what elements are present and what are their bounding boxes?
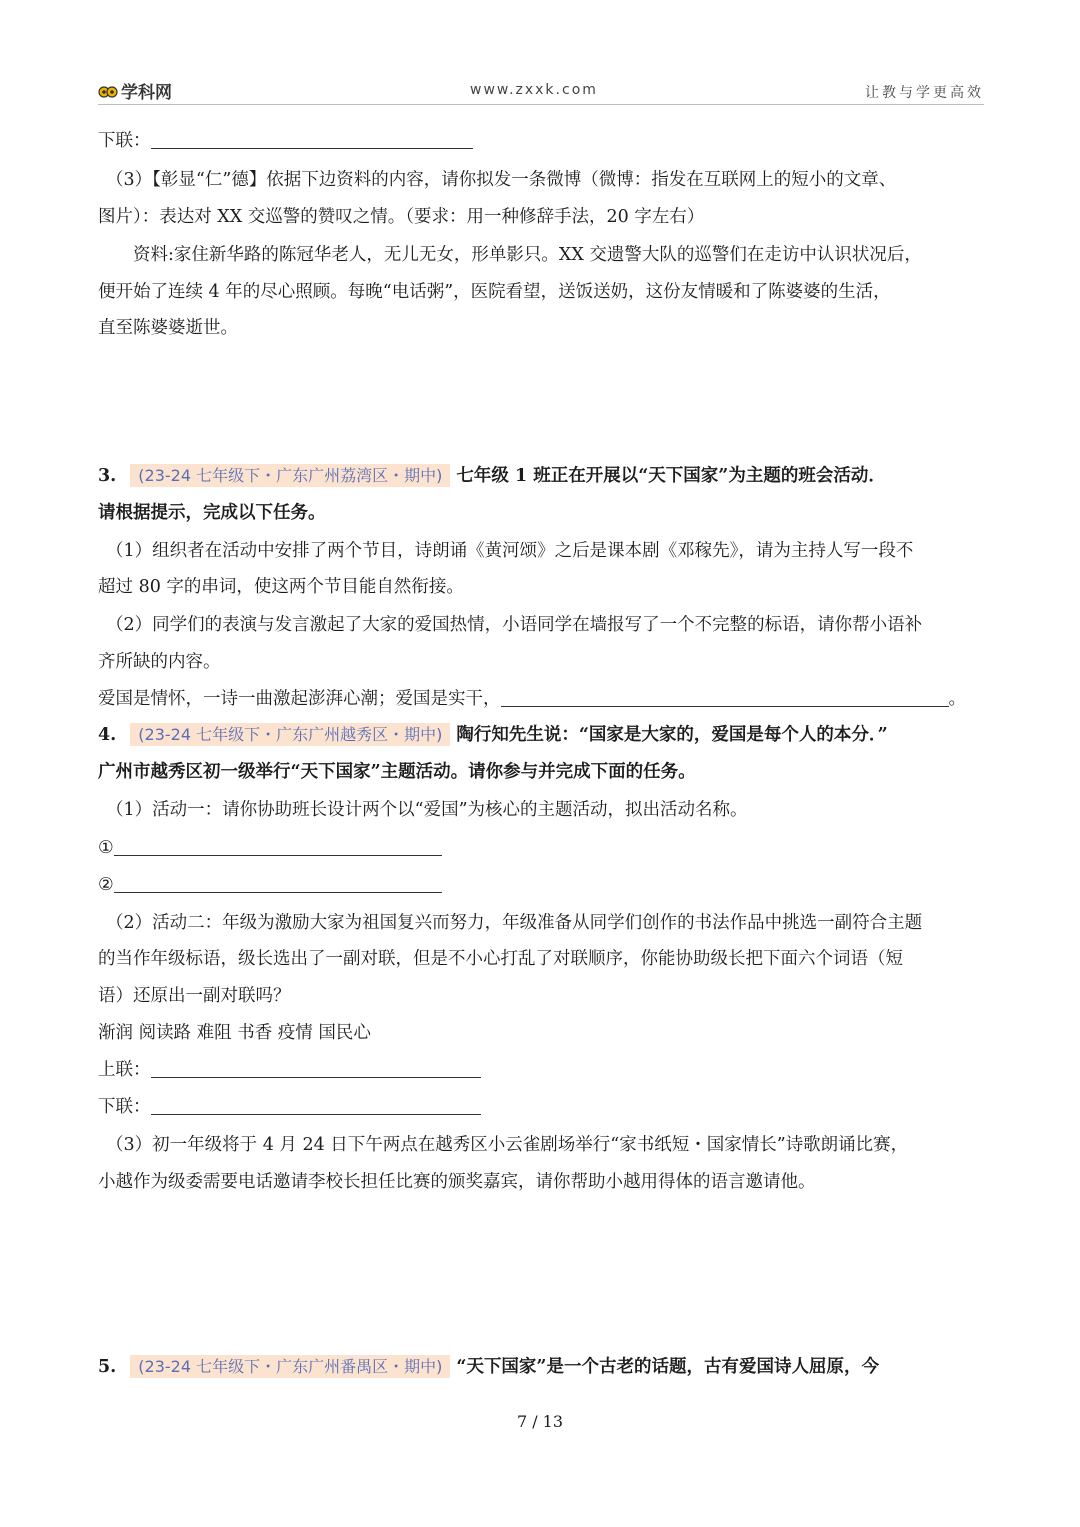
q3-stem-line1 xyxy=(98,464,886,488)
q5-stem-line1 xyxy=(98,1355,879,1379)
q2-material-line2: 便开始了连续 4 年的尽心照顾。每晚“电话粥”，医院看望，送饭送奶，这份友情暖和了陈婆婆的生活， xyxy=(98,282,891,302)
brand-logo[interactable] xyxy=(98,78,172,103)
q3-slogan-blank[interactable] xyxy=(501,692,949,707)
q4-words: 渐润 阅读路 难阻 书香 疫情 国民心 xyxy=(98,1023,371,1043)
q4-circle2: ② xyxy=(98,875,114,895)
q3-stem-line2: 请根据提示，完成以下任务。 xyxy=(98,503,326,523)
site-url[interactable]: www.zxxk.com xyxy=(470,82,598,98)
q5-stem-text1: “天下国家”是一个古老的话题，古有爱国诗人屈原，今 xyxy=(456,1357,879,1377)
q4-number: 4. xyxy=(98,725,117,745)
q3-slogan-end: 。 xyxy=(948,689,966,709)
q4-answer2-line xyxy=(98,873,442,897)
q4-p2-line2: 的当作年级标语，级长选出了一副对联，但是不小心打乱了对联顺序，你能协助级长把下面六个词语（短 xyxy=(98,949,903,969)
q2-xialian-blank[interactable] xyxy=(151,134,473,149)
q4-shanglian-line xyxy=(98,1058,481,1082)
q3-source-tag[interactable]: (23-24 七年级下・广东广州荔湾区・期中) xyxy=(130,464,450,487)
q4-circle1: ① xyxy=(98,838,114,858)
q4-stem-line2: 广州市越秀区初一级举行“天下国家”主题活动。请你参与并完成下面的任务。 xyxy=(98,762,696,782)
q2-material-line3: 直至陈婆婆逝世。 xyxy=(98,318,238,338)
q4-shanglian-label: 上联： xyxy=(98,1060,151,1080)
q4-xialian-label: 下联： xyxy=(98,1097,151,1117)
q3-slogan-line xyxy=(98,687,966,711)
q3-p1-line1: （1）组织者在活动中安排了两个节目，诗朗诵《黄河颂》之后是课本剧《邓稼先》，请为主持人写一段不 xyxy=(106,541,914,561)
header-slogan: 让教与学更高效 xyxy=(865,85,984,101)
q3-p1-line2: 超过 80 字的串词，使这两个节目能自然衔接。 xyxy=(98,577,464,597)
q4-p2-line1: （2）活动二：年级为激励大家为祖国复兴而努力，年级准备从同学们创作的书法作品中挑选一副符合主题 xyxy=(106,913,923,933)
q4-p3-line2: 小越作为级委需要电话邀请李校长担任比赛的颁奖嘉宾，请你帮助小越用得体的语言邀请他。 xyxy=(98,1172,816,1192)
q2-xialian-line xyxy=(98,129,473,153)
q3-slogan-text: 爱国是情怀，一诗一曲激起澎湃心潮；爱国是实干， xyxy=(98,689,501,709)
q2-material-line1: 资料:家住新华路的陈冠华老人，无儿无女，形单影只。XX 交遗警大队的巡警们在走访中认识状况后， xyxy=(133,245,922,265)
q5-number: 5. xyxy=(98,1357,117,1377)
owl-logo-icon xyxy=(98,82,118,100)
q4-answer1-line xyxy=(98,836,442,860)
q4-stem-text1: 陶行知先生说：“国家是大家的，爱国是每个人的本分．” xyxy=(456,725,888,745)
q2-xialian-label: 下联： xyxy=(98,131,151,151)
q4-xialian-blank[interactable] xyxy=(151,1100,481,1115)
q4-shanglian-blank[interactable] xyxy=(151,1063,481,1078)
q5-source-tag[interactable]: (23-24 七年级下・广东广州番禺区・期中) xyxy=(130,1355,450,1378)
q4-source-tag[interactable]: (23-24 七年级下・广东广州越秀区・期中) xyxy=(130,723,450,746)
q4-xialian-line xyxy=(98,1095,481,1119)
q4-answer1-blank[interactable] xyxy=(114,841,442,856)
q3-p2-line1: （2）同学们的表演与发言激起了大家的爱国热情，小语同学在墙报写了一个不完整的标语，请你帮小语补 xyxy=(106,615,923,635)
q4-p2-line3: 语）还原出一副对联吗？ xyxy=(98,986,291,1006)
header-divider xyxy=(98,104,984,105)
q3-number: 3. xyxy=(98,466,117,486)
q4-p3-line1: （3）初一年级将于 4 月 24 日下午两点在越秀区小云雀剧场举行“家书纸短・国家情长”诗歌朗诵比赛， xyxy=(106,1135,909,1155)
page-header xyxy=(98,74,984,106)
page-number: 7 / 13 xyxy=(516,1412,564,1431)
q3-stem-text1: 七年级 1 班正在开展以“天下国家”为主题的班会活动． xyxy=(456,466,886,486)
q4-p1: （1）活动一：请你协助班长设计两个以“爱国”为核心的主题活动，拟出活动名称。 xyxy=(106,800,748,820)
q4-stem-line1 xyxy=(98,723,888,747)
q3-p2-line2: 齐所缺的内容。 xyxy=(98,652,221,672)
q2-p3-line2: 图片）：表达对 XX 交巡警的赞叹之情。（要求：用一种修辞手法，20 字左右） xyxy=(98,207,705,227)
q2-p3-line1: （3）【彰显“仁”德】依据下边资料的内容，请你拟发一条微博（微博：指发在互联网上的短小的文章、 xyxy=(106,170,897,190)
q4-answer2-blank[interactable] xyxy=(114,878,442,893)
logo-text: 学科网 xyxy=(121,83,172,103)
